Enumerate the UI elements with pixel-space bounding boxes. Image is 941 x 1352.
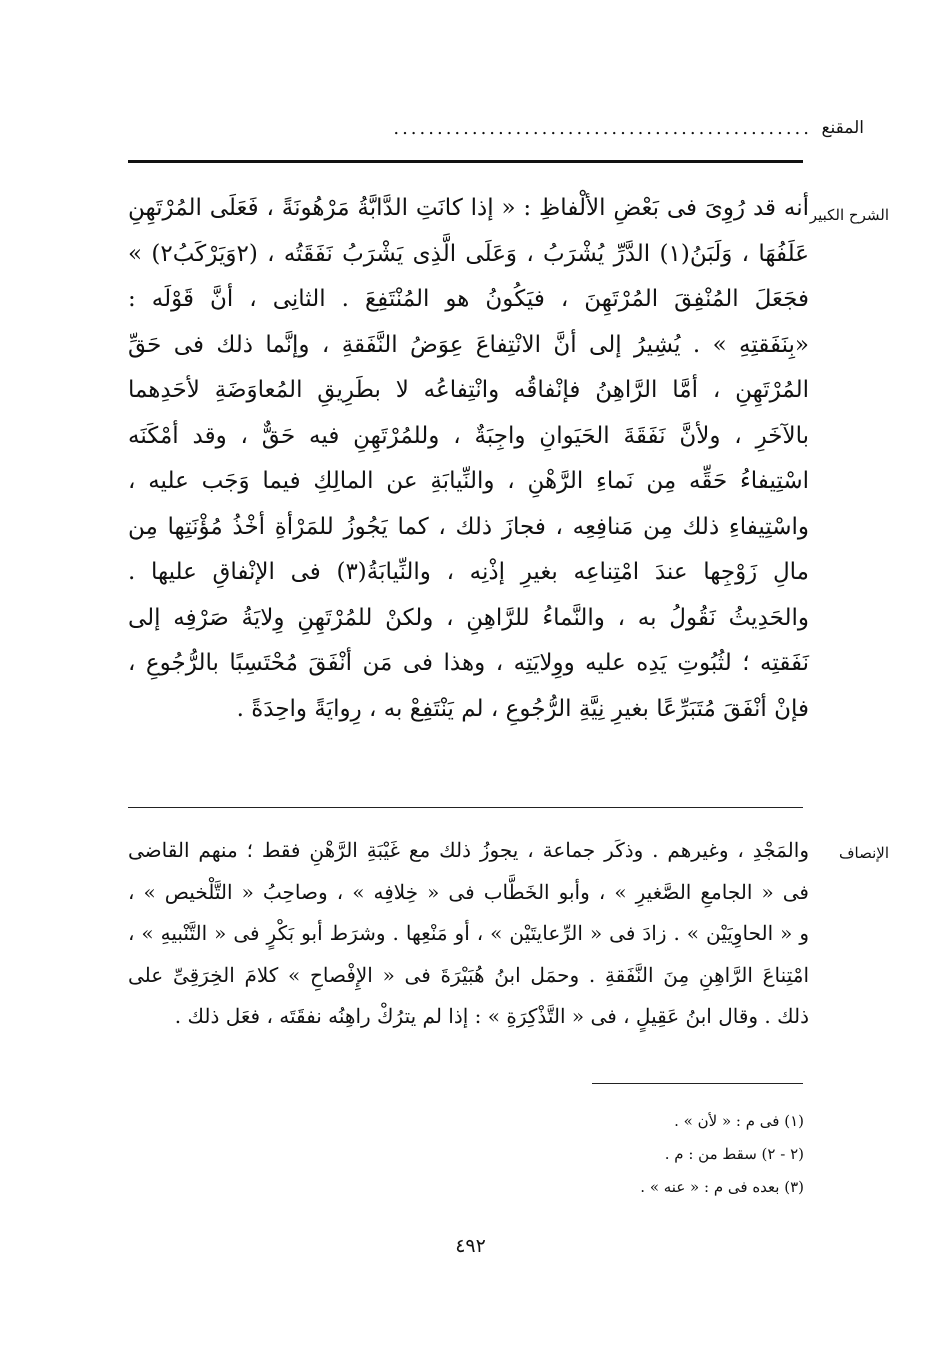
running-header: [128, 118, 864, 148]
page-number: ٤٩٢: [455, 1235, 486, 1257]
footnote-rule: [592, 1083, 803, 1084]
sharh-line: مالِ زَوْجِها عندَ امْتِناعِه بغيرِ إذْنِه ، والنِّيابَةُ(٣) فى الإنْفاقِ عليها .: [128, 559, 809, 585]
header-rule: [128, 160, 803, 163]
insaf-line: ذلك . وقال ابنُ عَقِيلٍ ، فى « التَّذْكِرَةِ » : إذا لم يترُكْ راهِنُه نفقَتَه ، فعَل ذلك .: [174, 1004, 809, 1028]
sharh-line: نَفَقتِه ؛ لثُبُوتِ يَدِه عليه ووِلايَتِه ، وهذا فى مَن أنْفَقَ مُحْتَسِبًا بالرُّجُوعِ ،: [128, 650, 809, 676]
sharh-line: بالآخَرِ ، ولأنَّ نَفَقَةَ الحَيَوانِ واجِبَةٌ ، وللمُرْتَهِنِ فيه حَقٌّ ، وقد أمْكَنَه: [128, 422, 809, 449]
sharh-line: واسْتِيفاءِ ذلك مِن مَنافِعِه ، فجازَ ذلك ، كما يَجُوزُ للمَرْأةِ أخْذُ مُؤْنَتِها مِن: [128, 513, 809, 540]
sharh-line: «بِنَفَقتِهِ » . يُشِيرُ إلى أنَّ الانْتِفاعَ عِوَضُ النَّفَقةِ ، وإنَّما ذلك فى حَقِّ: [128, 331, 809, 358]
insaf-line: والمَجْدِ ، وغيرهم . وذكَر جماعة ، يجوزُ ذلك مع غَيْبَةِ الرَّهْنِ فقط ؛ منهم القاضى: [128, 838, 809, 862]
footnote: (٣) بعده فى م : « عنه » .: [640, 1178, 804, 1196]
sharh-section-label: الشرح الكبير: [809, 206, 889, 224]
sharh-line: المُرْتَهِنِ ، أمَّا الرَّاهِنُ فإنْفاقُه وانْتِفاعُه لا بطَرِيقِ المُعاوَضَةِ لأحَدِهما: [128, 377, 809, 403]
sharh-line: عَلَفُهَا ، وَلَبَنُ(١) الدَّرِّ يُشْرَبُ ، وَعَلَى الَّذِى يَشْرَبُ نَفَقَتُه ، (٢وَيَرْكَبُ٢) »: [128, 240, 809, 267]
section-divider: [128, 807, 803, 808]
sharh-line: اسْتِيفاءُ حَقِّه مِن نَماءِ الرَّهْنِ ، والنِّيابَةِ عن المالِكِ فيما وَجَب عليه ،: [128, 468, 809, 494]
header-title: المقنع: [821, 118, 864, 138]
sharh-line: أنه قد رُوِىَ فى بَعْضِ الألْفاظِ : « إذا كانَتِ الدَّابَّةُ مَرْهُونَةً ، فَعَلَى المُرْتَهِنِ: [128, 195, 809, 221]
insaf-line: فى « الجامعِ الصَّغيرِ » ، وأبو الخَطَّاب فى « خِلافِه » ، وصاحِبُ « التَّلْخيص » ،: [128, 879, 809, 904]
sharh-text-block: [128, 186, 809, 732]
sharh-line: فجَعَلَ المُنْفِقَ المُرْتَهِنَ ، فيَكُونُ هو المُنْتَفِعَ . الثانِى ، أنَّ قَوْلَه :: [128, 286, 809, 312]
header-dot-leader: ................................................: [393, 118, 812, 139]
insaf-line: و « الحاوِيَيْن » . زادَ فى « الرِّعايتَيْن » ، أو مَنْعِها . وشرَط أبو بَكْرٍ فى « التَّنْبيهِ » ،: [128, 921, 809, 945]
insaf-section-label: الإنصاف: [838, 844, 889, 862]
footnote: (١) فى م : « لأن » .: [674, 1112, 804, 1130]
sharh-line: والحَدِيثُ نَقُولُ به ، والنَّماءُ للرَّاهِنِ ، ولكنْ للمُرْتَهِنِ وِلايَةُ صَرْفِه إلى: [128, 604, 809, 631]
footnotes: [640, 1105, 804, 1204]
insaf-line: امْتِناعَ الرَّاهِنِ مِنَ النَّفَقةِ . وحمَل ابنُ هُبَيْرَةَ فى « الإِفْصاحِ » كلامَ الخِرَقِىِّ على: [128, 962, 809, 987]
sharh-line: فإنْ أنْفَقَ مُتَبَرِّعًا بغيرِ نِيَّةِ الرُّجُوعِ ، لم يَنْتَفِعْ به ، رِوايَةً واحِدَةً .: [236, 695, 809, 722]
insaf-text-block: [128, 830, 809, 1038]
footnote: (٢ - ٢) سقط من : م .: [664, 1145, 804, 1163]
